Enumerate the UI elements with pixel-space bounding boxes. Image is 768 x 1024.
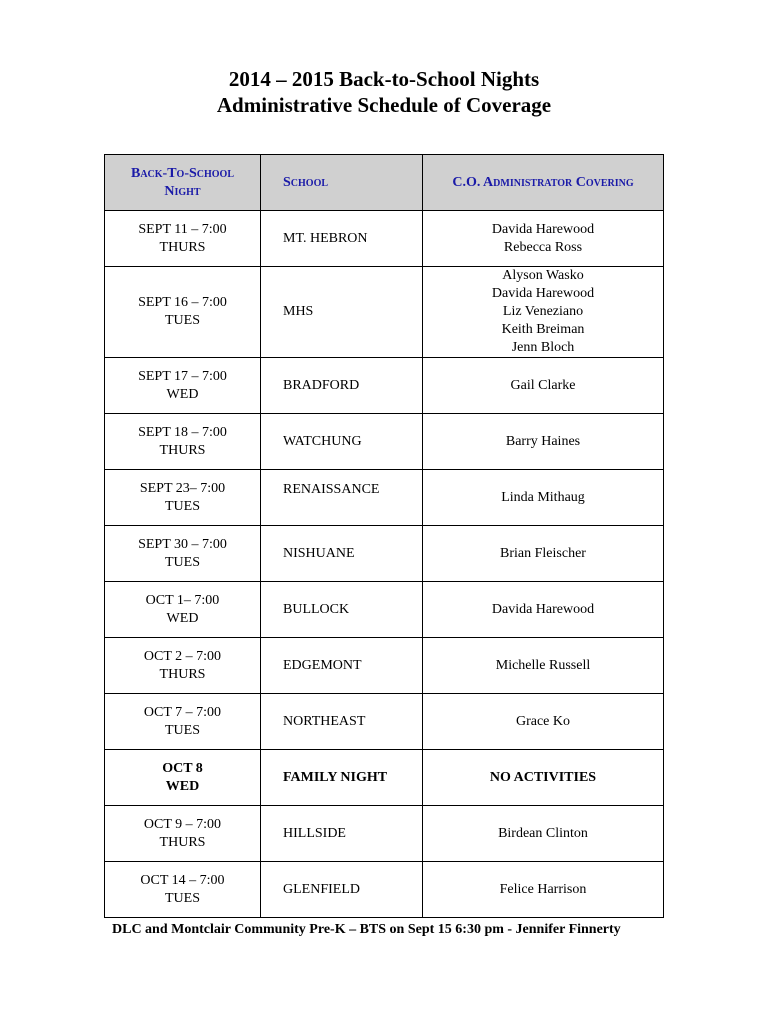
admin-cell: Gail Clarke bbox=[423, 358, 664, 414]
school-cell: MT. HEBRON bbox=[261, 211, 423, 267]
admin-cell: Davida Harewood bbox=[423, 582, 664, 638]
document-subtitle: Administrative Schedule of Coverage bbox=[216, 93, 552, 117]
date-cell: OCT 9 – 7:00 THURS bbox=[105, 806, 261, 862]
school-cell: FAMILY NIGHT bbox=[261, 750, 423, 806]
table-header-row bbox=[105, 155, 664, 211]
table-row bbox=[105, 211, 664, 267]
admin-cell: Alyson Wasko Davida Harewood Liz Veneziano Keith Breiman Jenn Bloch bbox=[423, 267, 664, 358]
school-cell: RENAISSANCE bbox=[261, 470, 423, 526]
school-cell: NORTHEAST bbox=[261, 694, 423, 750]
date-cell: OCT 14 – 7:00 TUES bbox=[105, 862, 261, 918]
header-administrator: C.O. Administrator Covering bbox=[423, 155, 664, 211]
school-cell: GLENFIELD bbox=[261, 862, 423, 918]
table-row bbox=[105, 582, 664, 638]
admin-cell: Davida Harewood Rebecca Ross bbox=[423, 211, 664, 267]
admin-cell: Felice Harrison bbox=[423, 862, 664, 918]
admin-cell: Brian Fleischer bbox=[423, 526, 664, 582]
school-cell: HILLSIDE bbox=[261, 806, 423, 862]
table-row bbox=[105, 470, 664, 526]
admin-cell: Birdean Clinton bbox=[423, 806, 664, 862]
admin-cell: Linda Mithaug bbox=[423, 470, 664, 526]
school-cell: WATCHUNG bbox=[261, 414, 423, 470]
date-cell: SEPT 18 – 7:00 THURS bbox=[105, 414, 261, 470]
table-row bbox=[105, 414, 664, 470]
date-cell: OCT 8 WED bbox=[105, 750, 261, 806]
date-cell: SEPT 30 – 7:00 TUES bbox=[105, 526, 261, 582]
table-row bbox=[105, 267, 664, 358]
date-cell: SEPT 11 – 7:00 THURS bbox=[105, 211, 261, 267]
date-cell: OCT 2 – 7:00 THURS bbox=[105, 638, 261, 694]
date-cell: OCT 7 – 7:00 TUES bbox=[105, 694, 261, 750]
school-cell: MHS bbox=[261, 267, 423, 358]
school-cell: NISHUANE bbox=[261, 526, 423, 582]
document-title: 2014 – 2015 Back-to-School Nights bbox=[228, 67, 540, 91]
date-cell: OCT 1– 7:00 WED bbox=[105, 582, 261, 638]
date-cell: SEPT 17 – 7:00 WED bbox=[105, 358, 261, 414]
table-row bbox=[105, 694, 664, 750]
table-row bbox=[105, 526, 664, 582]
footer-note: DLC and Montclair Community Pre-K – BTS on Sept 15 6:30 pm - Jennifer Finnerty bbox=[112, 922, 621, 937]
admin-cell: Michelle Russell bbox=[423, 638, 664, 694]
table-row bbox=[105, 750, 664, 806]
header-back-to-school-night: Back-To-School Night bbox=[105, 155, 261, 211]
table-row bbox=[105, 862, 664, 918]
date-cell: SEPT 16 – 7:00 TUES bbox=[105, 267, 261, 358]
school-cell: EDGEMONT bbox=[261, 638, 423, 694]
admin-cell: NO ACTIVITIES bbox=[423, 750, 664, 806]
table-row bbox=[105, 638, 664, 694]
date-cell: SEPT 23– 7:00 TUES bbox=[105, 470, 261, 526]
schedule-table bbox=[104, 154, 664, 918]
school-cell: BRADFORD bbox=[261, 358, 423, 414]
header-school: School bbox=[261, 155, 423, 211]
table-row bbox=[105, 358, 664, 414]
admin-cell: Grace Ko bbox=[423, 694, 664, 750]
school-cell: BULLOCK bbox=[261, 582, 423, 638]
table-row bbox=[105, 806, 664, 862]
admin-cell: Barry Haines bbox=[423, 414, 664, 470]
